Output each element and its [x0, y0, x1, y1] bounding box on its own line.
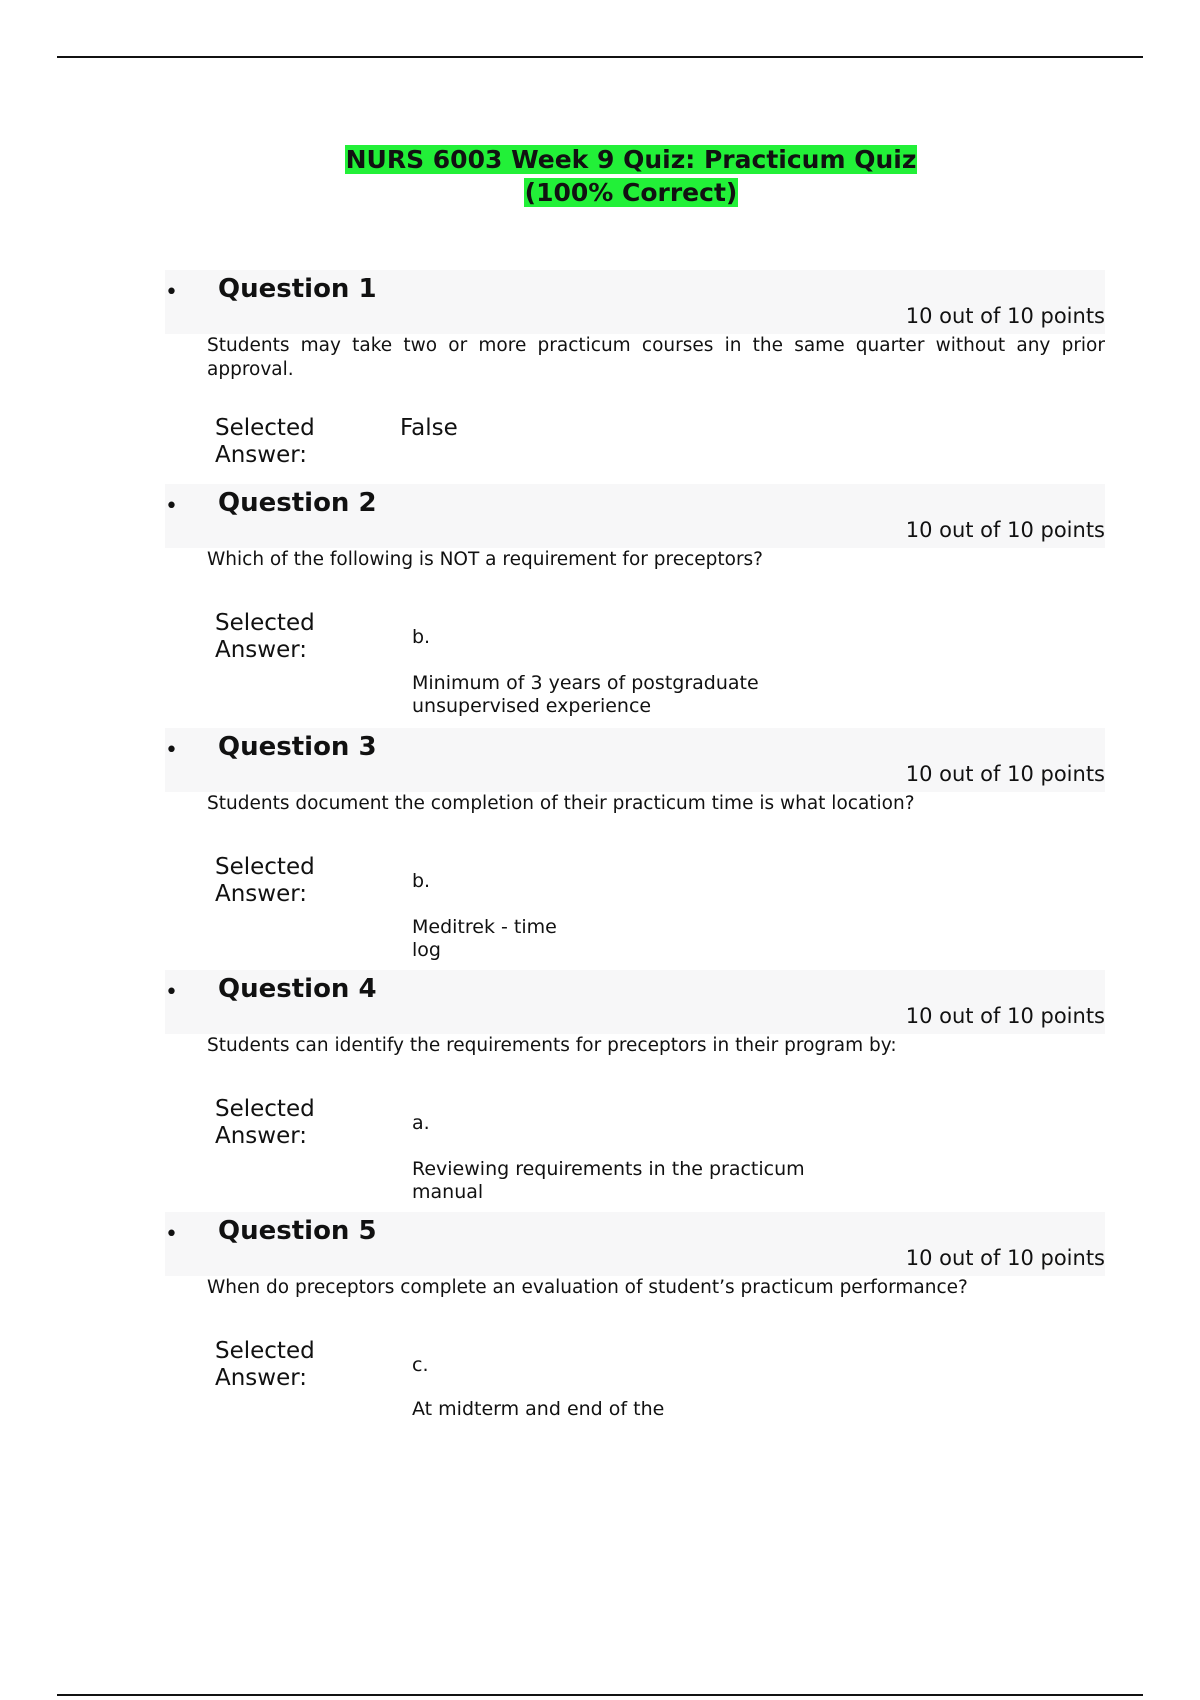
bullet-icon: • — [165, 738, 178, 763]
answer-letter: c. — [412, 1354, 429, 1376]
question-points: 10 out of 10 points — [905, 304, 1105, 328]
question-points: 10 out of 10 points — [905, 518, 1105, 542]
page-title — [0, 143, 1200, 209]
answer-letter: a. — [412, 1112, 430, 1134]
question-title: Question 4 — [218, 974, 377, 1004]
bullet-icon: • — [165, 280, 178, 305]
answer-label: Selected Answer: — [215, 854, 315, 907]
question-2 — [165, 484, 1105, 717]
question-5 — [165, 1212, 1105, 1420]
question-1 — [165, 270, 1105, 468]
answer-value: False — [400, 415, 458, 441]
bullet-icon: • — [165, 980, 178, 1005]
question-text: Students can identify the requirements for preceptors in their program by: — [207, 1035, 897, 1056]
question-header — [165, 270, 1105, 334]
top-rule — [57, 56, 1143, 58]
title-line-2: (100% Correct) — [524, 178, 738, 207]
answer-label: Selected Answer: — [215, 1096, 315, 1149]
question-title: Question 5 — [218, 1216, 377, 1246]
answer-label: Selected Answer: — [215, 1338, 315, 1391]
question-points: 10 out of 10 points — [905, 762, 1105, 786]
question-points: 10 out of 10 points — [905, 1004, 1105, 1028]
answer-text: Minimum of 3 years of postgraduate unsupervised experience — [412, 672, 759, 717]
question-3 — [165, 728, 1105, 961]
answer-letter: b. — [412, 626, 431, 648]
bullet-icon: • — [165, 494, 178, 519]
question-title: Question 1 — [218, 274, 377, 304]
question-header — [165, 970, 1105, 1034]
answer-label: Selected Answer: — [215, 415, 315, 468]
question-header — [165, 1212, 1105, 1276]
bullet-icon: • — [165, 1222, 178, 1247]
question-header — [165, 484, 1105, 548]
bottom-rule — [57, 1694, 1143, 1696]
question-text: Students may take two or more practicum courses in the same quarter without any prior approval. — [207, 335, 1105, 380]
question-points: 10 out of 10 points — [905, 1246, 1105, 1270]
title-line-1: NURS 6003 Week 9 Quiz: Practicum Quiz — [345, 145, 917, 174]
answer-text: Meditrek - time log — [412, 916, 557, 961]
answer-text: Reviewing requirements in the practicum manual — [412, 1158, 805, 1203]
question-text: Students document the completion of their practicum time is what location? — [207, 793, 915, 814]
question-4 — [165, 970, 1105, 1203]
question-text: Which of the following is NOT a requirement for preceptors? — [207, 549, 764, 570]
answer-text: At midterm and end of the — [412, 1398, 665, 1420]
answer-letter: b. — [412, 870, 431, 892]
question-title: Question 2 — [218, 488, 377, 518]
question-text: When do preceptors complete an evaluation of student’s practicum performance? — [207, 1277, 968, 1298]
question-title: Question 3 — [218, 732, 377, 762]
question-header — [165, 728, 1105, 792]
answer-label: Selected Answer: — [215, 610, 315, 663]
